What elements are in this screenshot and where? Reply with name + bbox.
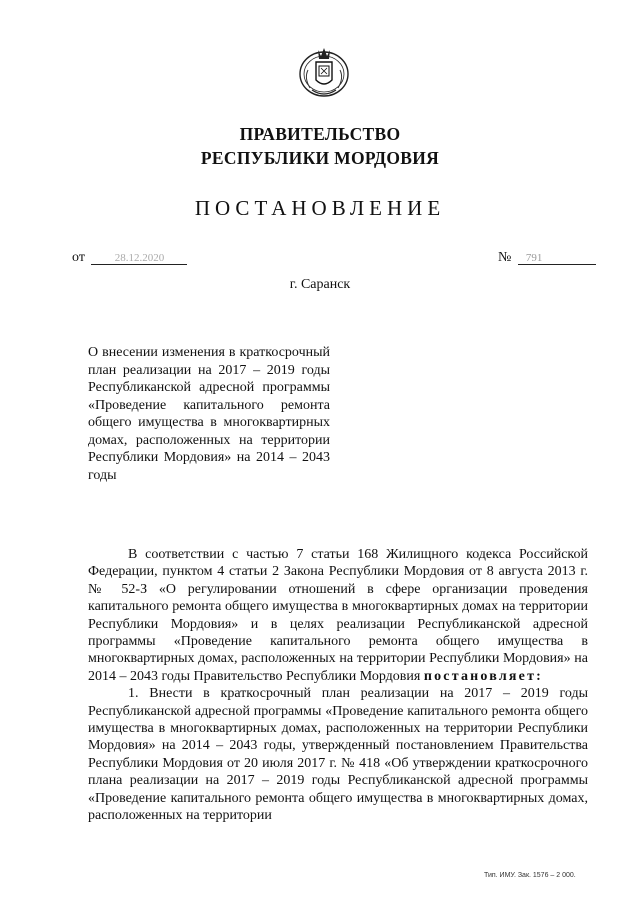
- government-name-line1: ПРАВИТЕЛЬСТВО: [239, 124, 401, 144]
- date-field: [72, 250, 187, 266]
- number-field: [498, 250, 596, 266]
- print-info: Тип. ИМУ. Зак. 1576 – 2 000.: [484, 872, 576, 879]
- date-prefix: от: [72, 250, 85, 265]
- body-paragraph-1-text: В соответствии с частью 7 статьи 168 Жилищного кодекса Российской Федерации, пунктом 4 статьи 2 Закона Республики Мордовия от 8 августа 2013 г. № 52-З «О регулировании отношений в сфере организации проведения капитального ремонта общего имущества в многоквартирных домах на территории Республики Мордовия» и в целях реализации Республиканской адресной программы «Проведение капитального ремонта общего имущества в многоквартирных домах, расположенных на территории Республики Мордовия» на 2014 – 2043 годы Правительство Республики Мордовия: [88, 547, 588, 684]
- decree-word: постановляет:: [423, 668, 544, 684]
- document-body: [88, 546, 588, 825]
- city-label: г. Саранск: [289, 277, 351, 292]
- body-paragraph-1: [88, 546, 588, 685]
- number-prefix: №: [498, 250, 512, 265]
- coat-of-arms-icon: [296, 40, 352, 102]
- document-type-title: ПОСТАНОВЛЕНИЕ: [194, 196, 446, 220]
- government-name-line2: РЕСПУБЛИКИ МОРДОВИЯ: [200, 148, 440, 168]
- date-value: 28.12.2020: [91, 252, 187, 265]
- body-paragraph-2: 1. Внести в краткосрочный план реализации на 2017 – 2019 годы Республиканской адресной программы «Проведение капитального ремонта общего имущества в многоквартирных домах, расположенных на территории Республики Мордовия» на 2014 – 2043 годы, утвержденный постановлением Правительства Республики Мордовия от 20 июля 2017 г. № 418 «Об утверждении краткосрочного плана реализации на 2017 – 2019 годы Республиканской адресной программы «Проведение капитального ремонта общего имущества в многоквартирных домах, расположенных на территории: [88, 686, 588, 824]
- number-value: 791: [518, 252, 596, 265]
- document-subject: О внесении изменения в краткосрочный план реализации на 2017 – 2019 годы Республиканской адресной программы «Проведение капитального ремонта общего имущества в многоквартирных домах, расположенных на территории Республики Мордовия» на 2014 – 2043 годы: [88, 345, 330, 483]
